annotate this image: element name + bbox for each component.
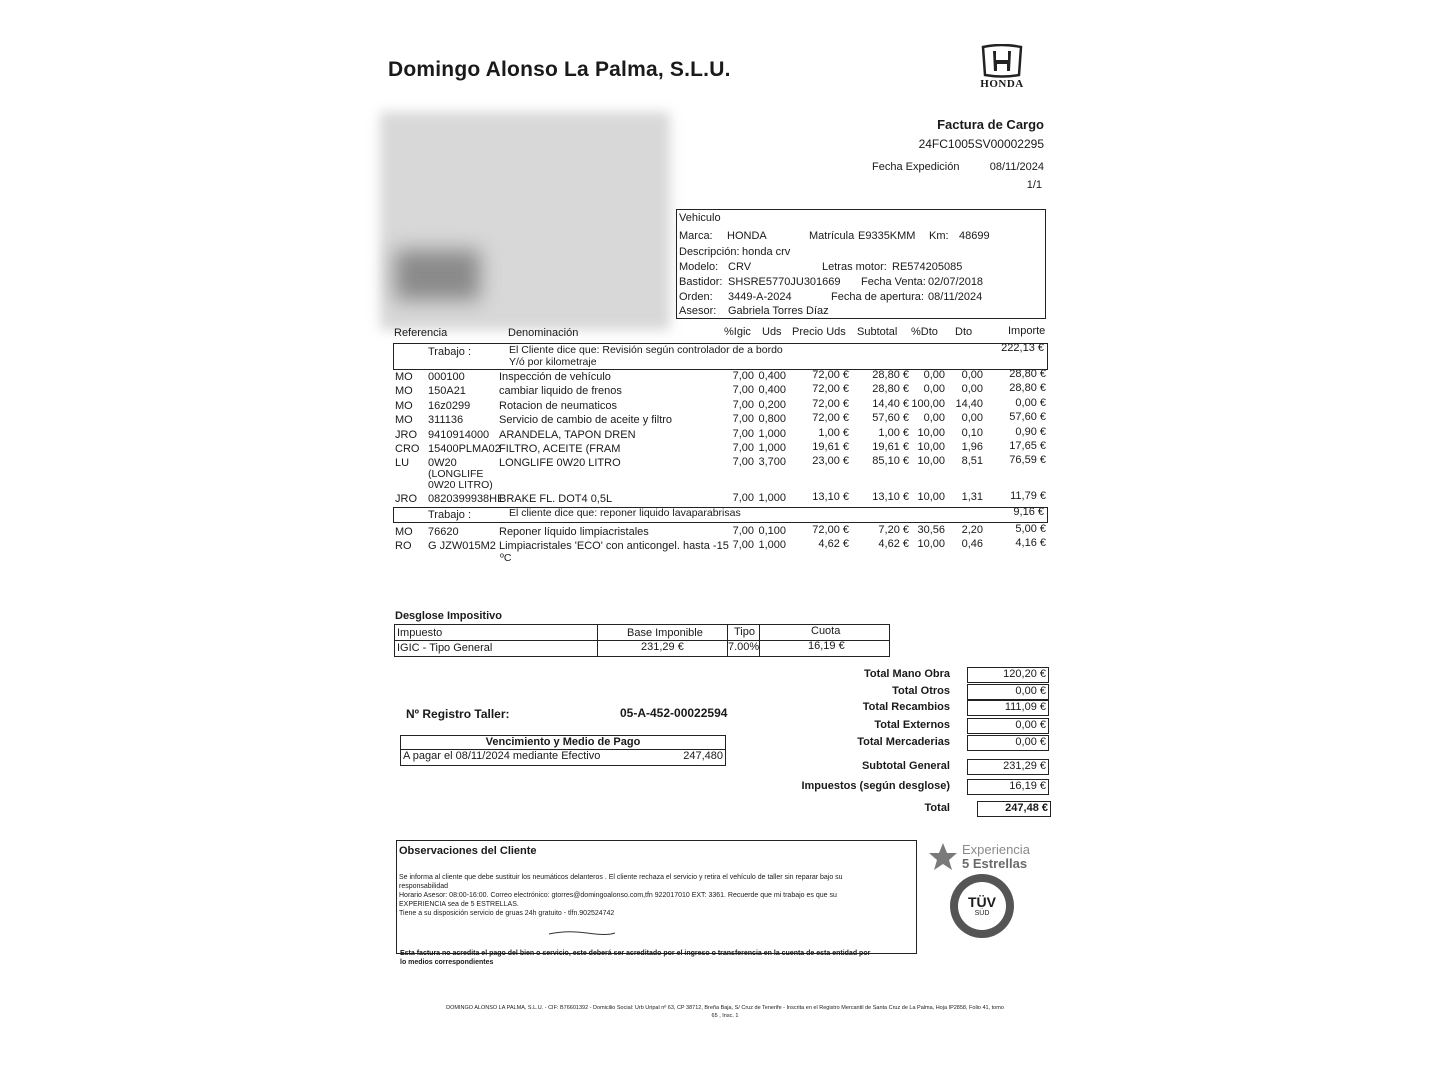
line-discount-pct: 0,00 bbox=[923, 383, 945, 395]
line-description: Servicio de cambio de aceite y filtro bbox=[499, 414, 673, 426]
col-referencia: Referencia bbox=[394, 327, 448, 339]
matricula-value: E9335KMM bbox=[858, 230, 916, 242]
fapertura-value: 08/11/2024 bbox=[928, 291, 983, 303]
tuv-seal bbox=[950, 874, 1014, 938]
col-pdto: %Dto bbox=[911, 326, 938, 338]
line-type: CRO bbox=[395, 443, 420, 455]
line-igic: 7,00 bbox=[732, 456, 754, 468]
honda-logo bbox=[972, 44, 1032, 94]
line-type: MO bbox=[395, 371, 413, 383]
obs-line-1: Se informa al cliente que debe sustituir los neumáticos delanteros . El cliente rechaza el servicio y retira el vehículo de taller sin reparar bajo su bbox=[399, 874, 843, 881]
total-label: Impuestos (según desglose) bbox=[801, 780, 950, 792]
total-label: Total Mano Obra bbox=[864, 668, 950, 680]
line-amount: 17,65 € bbox=[1009, 440, 1046, 452]
orden-value: 3449-A-2024 bbox=[728, 291, 792, 303]
line-discount: 14,40 bbox=[955, 398, 983, 410]
line-units: 0,400 bbox=[758, 370, 786, 382]
line-unit-price: 19,61 € bbox=[812, 441, 849, 453]
line-type: MO bbox=[395, 414, 413, 426]
line-subtotal: 57,60 € bbox=[872, 412, 909, 424]
line-discount: 0,00 bbox=[961, 383, 983, 395]
page-number: 1/1 bbox=[1026, 179, 1042, 191]
notice-line-2: lo medios correspondientes bbox=[400, 959, 494, 966]
trabajo-1-label: Trabajo : bbox=[428, 346, 472, 358]
total-value: 0,00 € bbox=[967, 718, 1049, 734]
col-uds: Uds bbox=[762, 326, 782, 338]
line-igic: 7,00 bbox=[732, 370, 754, 382]
modelo-label: Modelo: bbox=[679, 261, 719, 273]
line-igic: 7,00 bbox=[732, 428, 754, 440]
line-description: Inspección de vehículo bbox=[499, 371, 611, 383]
line-discount: 1,31 bbox=[961, 491, 983, 503]
doc-title: Factura de Cargo bbox=[937, 117, 1044, 132]
total-value: 247,48 € bbox=[977, 801, 1051, 817]
tax-h-impuesto: Impuesto bbox=[397, 627, 443, 639]
line-discount: 2,20 bbox=[961, 524, 983, 536]
obs-line-5: Tiene a su disposición servicio de gruas 24h gratuito - tlfn.902524742 bbox=[399, 910, 615, 917]
fventa-value: 02/07/2018 bbox=[928, 276, 984, 288]
badge-line-1: Experiencia bbox=[962, 842, 1030, 857]
obs-line-2: responsabilidad bbox=[399, 883, 449, 890]
line-units: 1,000 bbox=[758, 428, 786, 440]
company-name: Domingo Alonso La Palma, S.L.U. bbox=[388, 58, 731, 81]
line-amount: 0,90 € bbox=[1015, 426, 1046, 438]
total-value: 231,29 € bbox=[967, 759, 1049, 775]
honda-h-icon bbox=[979, 44, 1025, 78]
line-reference: 76620 bbox=[428, 526, 459, 538]
bastidor-label: Bastidor: bbox=[679, 276, 723, 288]
trabajo-2-box bbox=[393, 507, 1048, 523]
badge-line-2: 5 Estrellas bbox=[962, 856, 1028, 871]
fapertura-label: Fecha de apertura: bbox=[831, 291, 924, 303]
fecha-value: 08/11/2024 bbox=[989, 161, 1044, 173]
line-discount: 0,46 bbox=[961, 538, 983, 550]
line-amount: 28,80 € bbox=[1009, 382, 1046, 394]
line-type: MO bbox=[395, 400, 413, 412]
col-igic: %Igic bbox=[724, 326, 751, 338]
marca-value: HONDA bbox=[727, 230, 767, 242]
fecha-label: Fecha Expedición bbox=[872, 161, 960, 173]
lu-extra-desc bbox=[428, 469, 493, 491]
descripcion-label: Descripción: bbox=[679, 246, 740, 258]
line-unit-price: 4,62 € bbox=[818, 538, 849, 550]
tax-title: Desglose Impositivo bbox=[395, 610, 502, 622]
footer-line-1: DOMINGO ALONSO LA PALMA, S.L.U. - CIF: B76601392 - Domicilio Social: Urb Uripal nº 63, CP 38712, Breña Baja, S/ Cruz de Tenerife - Inscrita en el Registro Mercantil de Santa Cruz de La Palma, Hoja IP2858, Folio 41, tomo bbox=[446, 1005, 1004, 1011]
line-amount: 76,59 € bbox=[1009, 454, 1046, 466]
line-subtotal: 13,10 € bbox=[872, 491, 909, 503]
line-units: 3,700 bbox=[758, 456, 786, 468]
line-reference: 15400PLMA02 bbox=[428, 443, 501, 455]
line-unit-price: 1,00 € bbox=[818, 427, 849, 439]
payment-amount: 247,480 bbox=[683, 750, 723, 762]
line-discount: 0,00 bbox=[961, 369, 983, 381]
total-label: Total Externos bbox=[874, 719, 950, 731]
line-igic: 7,00 bbox=[732, 442, 754, 454]
signature-mark bbox=[547, 929, 617, 937]
line-subtotal: 85,10 € bbox=[872, 455, 909, 467]
line-discount-pct: 30,56 bbox=[917, 524, 945, 536]
line-igic: 7,00 bbox=[732, 413, 754, 425]
line-amount: 11,79 € bbox=[1010, 490, 1046, 502]
line-discount-pct: 10,00 bbox=[917, 491, 945, 503]
line-reference: 0W20 bbox=[428, 457, 457, 469]
line-amount: 57,60 € bbox=[1009, 411, 1046, 423]
footer bbox=[395, 1004, 1055, 1020]
quality-badge bbox=[928, 838, 1048, 942]
line-unit-price: 72,00 € bbox=[812, 524, 849, 536]
line-type: LU bbox=[395, 457, 410, 469]
marca-label: Marca: bbox=[679, 230, 713, 242]
line-reference: G JZW015M2 bbox=[428, 540, 496, 552]
line-units: 0,100 bbox=[758, 525, 786, 537]
total-value: 111,09 € bbox=[967, 700, 1049, 716]
footer-line-2: 65 , Insc. 1 bbox=[711, 1013, 739, 1019]
matricula-label: Matrícula bbox=[809, 230, 855, 242]
total-label: Total Recambios bbox=[862, 701, 950, 713]
line-discount-pct: 10,00 bbox=[917, 441, 945, 453]
col-dto: Dto bbox=[955, 326, 973, 338]
line-units: 0,800 bbox=[758, 413, 786, 425]
customer-address-redacted-dark bbox=[395, 250, 480, 300]
line-discount-pct: 10,00 bbox=[917, 538, 945, 550]
line-type: MO bbox=[395, 385, 413, 397]
registro-value: 05-A-452-00022594 bbox=[620, 706, 728, 720]
line-unit-price: 72,00 € bbox=[812, 412, 849, 424]
line-description: LONGLIFE 0W20 LITRO bbox=[499, 457, 621, 469]
tax-h-cuota: Cuota bbox=[811, 625, 841, 637]
observations-box bbox=[396, 840, 917, 954]
tax-table bbox=[394, 624, 890, 657]
payment-line: A pagar el 08/11/2024 mediante Efectivo bbox=[403, 750, 601, 762]
tuv-text: TÜV bbox=[968, 894, 996, 910]
line-units: 1,000 bbox=[758, 492, 786, 504]
line-type: MO bbox=[395, 526, 413, 538]
col-importe: Importe bbox=[1008, 325, 1046, 337]
line-reference: 150A21 bbox=[428, 385, 466, 397]
trabajo-2-label: Trabajo : bbox=[428, 509, 472, 521]
letras-value: RE574205085 bbox=[892, 261, 963, 273]
line-type: JRO bbox=[395, 493, 417, 505]
trabajo-1-desc: El Cliente dice que: Revisión según controlador de a bordo bbox=[509, 344, 783, 356]
brand-name: HONDA bbox=[980, 78, 1024, 90]
line-description: Reponer líquido limpiacristales bbox=[499, 526, 649, 538]
descripcion-value: honda crv bbox=[742, 246, 791, 258]
trabajo-2-desc: El cliente dice que: reponer liquido lavaparabrisas bbox=[509, 507, 741, 519]
line-type: RO bbox=[395, 540, 412, 552]
km-value: 48699 bbox=[959, 230, 990, 242]
bastidor-value: SHSRE5770JU301669 bbox=[728, 276, 841, 288]
line-subtotal: 28,80 € bbox=[872, 383, 909, 395]
payment-box bbox=[400, 735, 726, 766]
obs-line-4: EXPERIENCIA sea de 5 ESTRELLAS. bbox=[399, 901, 519, 908]
col-precio: Precio Uds bbox=[792, 326, 846, 338]
notice-line-1: Esta factura no acredita el pago del bien o servicio, este deberá ser acreditado por el ingreso o transferencia en la cuenta de esta entidad por bbox=[400, 950, 871, 957]
sud-text: SÜD bbox=[974, 910, 990, 917]
line-unit-price: 13,10 € bbox=[812, 491, 849, 503]
line-units: 0,400 bbox=[758, 384, 786, 396]
line-description: ARANDELA, TAPON DREN bbox=[499, 429, 636, 441]
line-igic: 7,00 bbox=[732, 399, 754, 411]
tax-base: 231,29 € bbox=[641, 641, 684, 653]
line-description: Limpiacristales 'ECO' con anticongel. hasta -15 bbox=[499, 540, 729, 552]
line-subtotal: 1,00 € bbox=[878, 427, 909, 439]
line-unit-price: 72,00 € bbox=[812, 398, 849, 410]
line-unit-price: 72,00 € bbox=[812, 369, 849, 381]
lu-extra-line-1: (LONGLIFE bbox=[428, 468, 484, 480]
star-icon bbox=[928, 842, 958, 872]
line-discount: 0,10 bbox=[961, 427, 983, 439]
observations-title: Observaciones del Cliente bbox=[399, 845, 537, 857]
trabajo-1-desc2: Y/ó por kilometraje bbox=[509, 356, 597, 368]
tax-h-base: Base Imponible bbox=[627, 627, 703, 639]
km-label: Km: bbox=[929, 230, 949, 242]
line-unit-price: 23,00 € bbox=[812, 455, 849, 467]
obs-line-3: Horario Asesor: 08:00-16:00. Correo electrónico: gtorres@domingoalonso.com,tfn 922017010 EXT: 3361. Recuerde que mi trabajo es que su bbox=[399, 892, 837, 899]
total-label: Total bbox=[924, 802, 950, 814]
legal-notice bbox=[400, 949, 920, 967]
line-subtotal: 4,62 € bbox=[878, 538, 909, 550]
tax-impuesto: IGIC - Tipo General bbox=[397, 642, 493, 654]
total-value: 0,00 € bbox=[967, 684, 1049, 700]
line-units: 0,200 bbox=[758, 399, 786, 411]
line-reference: 311136 bbox=[428, 414, 464, 426]
line-discount: 8,51 bbox=[961, 455, 983, 467]
registro-label: Nº Registro Taller: bbox=[406, 707, 510, 721]
orden-label: Orden: bbox=[679, 291, 713, 303]
line-igic: 7,00 bbox=[732, 384, 754, 396]
fventa-label: Fecha Venta: bbox=[861, 276, 926, 288]
line-igic: 7,00 bbox=[732, 492, 754, 504]
line-amount: 0,00 € bbox=[1015, 397, 1046, 409]
total-label: Total Mercaderias bbox=[857, 736, 950, 748]
line-type: JRO bbox=[395, 429, 417, 441]
total-label: Total Otros bbox=[892, 685, 950, 697]
line-discount: 1,96 bbox=[961, 441, 983, 453]
line-discount-pct: 0,00 bbox=[923, 412, 945, 424]
line-reference: 16z0299 bbox=[428, 400, 471, 412]
trabajo-2-importe: 9,16 € bbox=[1013, 506, 1044, 518]
line-amount: 4,16 € bbox=[1015, 537, 1046, 549]
line-reference: 9410914000 bbox=[428, 429, 490, 441]
line-discount-pct: 0,00 bbox=[923, 369, 945, 381]
total-label: Subtotal General bbox=[861, 760, 950, 772]
tax-h-tipo: Tipo bbox=[734, 626, 755, 638]
line-igic: 7,00 bbox=[732, 525, 754, 537]
letras-label: Letras motor: bbox=[822, 261, 887, 273]
ro-extra-desc: ºC bbox=[500, 552, 512, 564]
line-reference: 0820399938HE bbox=[428, 493, 505, 505]
total-value: 120,20 € bbox=[967, 667, 1049, 683]
tax-tipo: 7.00% bbox=[728, 641, 760, 653]
asesor-value: Gabriela Torres Díaz bbox=[728, 305, 829, 317]
line-discount-pct: 100,00 bbox=[911, 398, 945, 410]
col-subtotal: Subtotal bbox=[857, 326, 898, 338]
line-amount: 5,00 € bbox=[1015, 523, 1046, 535]
modelo-value: CRV bbox=[728, 261, 752, 273]
line-amount: 28,80 € bbox=[1009, 368, 1046, 380]
line-description: cambiar liquido de frenos bbox=[499, 385, 622, 397]
line-description: FILTRO, ACEITE (FRAM bbox=[499, 443, 621, 455]
lu-extra-line-2: 0W20 LITRO) bbox=[428, 479, 493, 491]
asesor-label: Asesor: bbox=[679, 305, 717, 317]
total-value: 16,19 € bbox=[967, 779, 1049, 795]
line-units: 1,000 bbox=[758, 442, 786, 454]
line-subtotal: 19,61 € bbox=[872, 441, 909, 453]
line-subtotal: 28,80 € bbox=[872, 369, 909, 381]
vehicle-title: Vehiculo bbox=[679, 212, 721, 224]
doc-number: 24FC1005SV00002295 bbox=[918, 137, 1044, 151]
payment-title: Vencimiento y Medio de Pago bbox=[485, 736, 641, 748]
line-description: BRAKE FL. DOT4 0,5L bbox=[499, 493, 613, 505]
line-description: Rotacion de neumaticos bbox=[499, 400, 618, 412]
trabajo-1-box bbox=[393, 343, 1048, 370]
line-subtotal: 7,20 € bbox=[878, 524, 909, 536]
line-discount-pct: 10,00 bbox=[917, 427, 945, 439]
line-subtotal: 14,40 € bbox=[872, 398, 909, 410]
line-unit-price: 72,00 € bbox=[812, 383, 849, 395]
observations-text bbox=[399, 873, 911, 918]
line-units: 1,000 bbox=[758, 539, 786, 551]
total-value: 0,00 € bbox=[967, 735, 1049, 751]
vehicle-box bbox=[676, 209, 1046, 319]
line-discount: 0,00 bbox=[961, 412, 983, 424]
trabajo-1-importe: 222,13 € bbox=[1001, 342, 1044, 354]
col-denominacion: Denominación bbox=[508, 327, 579, 339]
line-igic: 7,00 bbox=[732, 539, 754, 551]
tax-cuota: 16,19 € bbox=[808, 640, 845, 652]
line-discount-pct: 10,00 bbox=[917, 455, 945, 467]
line-reference: 000100 bbox=[428, 371, 465, 383]
